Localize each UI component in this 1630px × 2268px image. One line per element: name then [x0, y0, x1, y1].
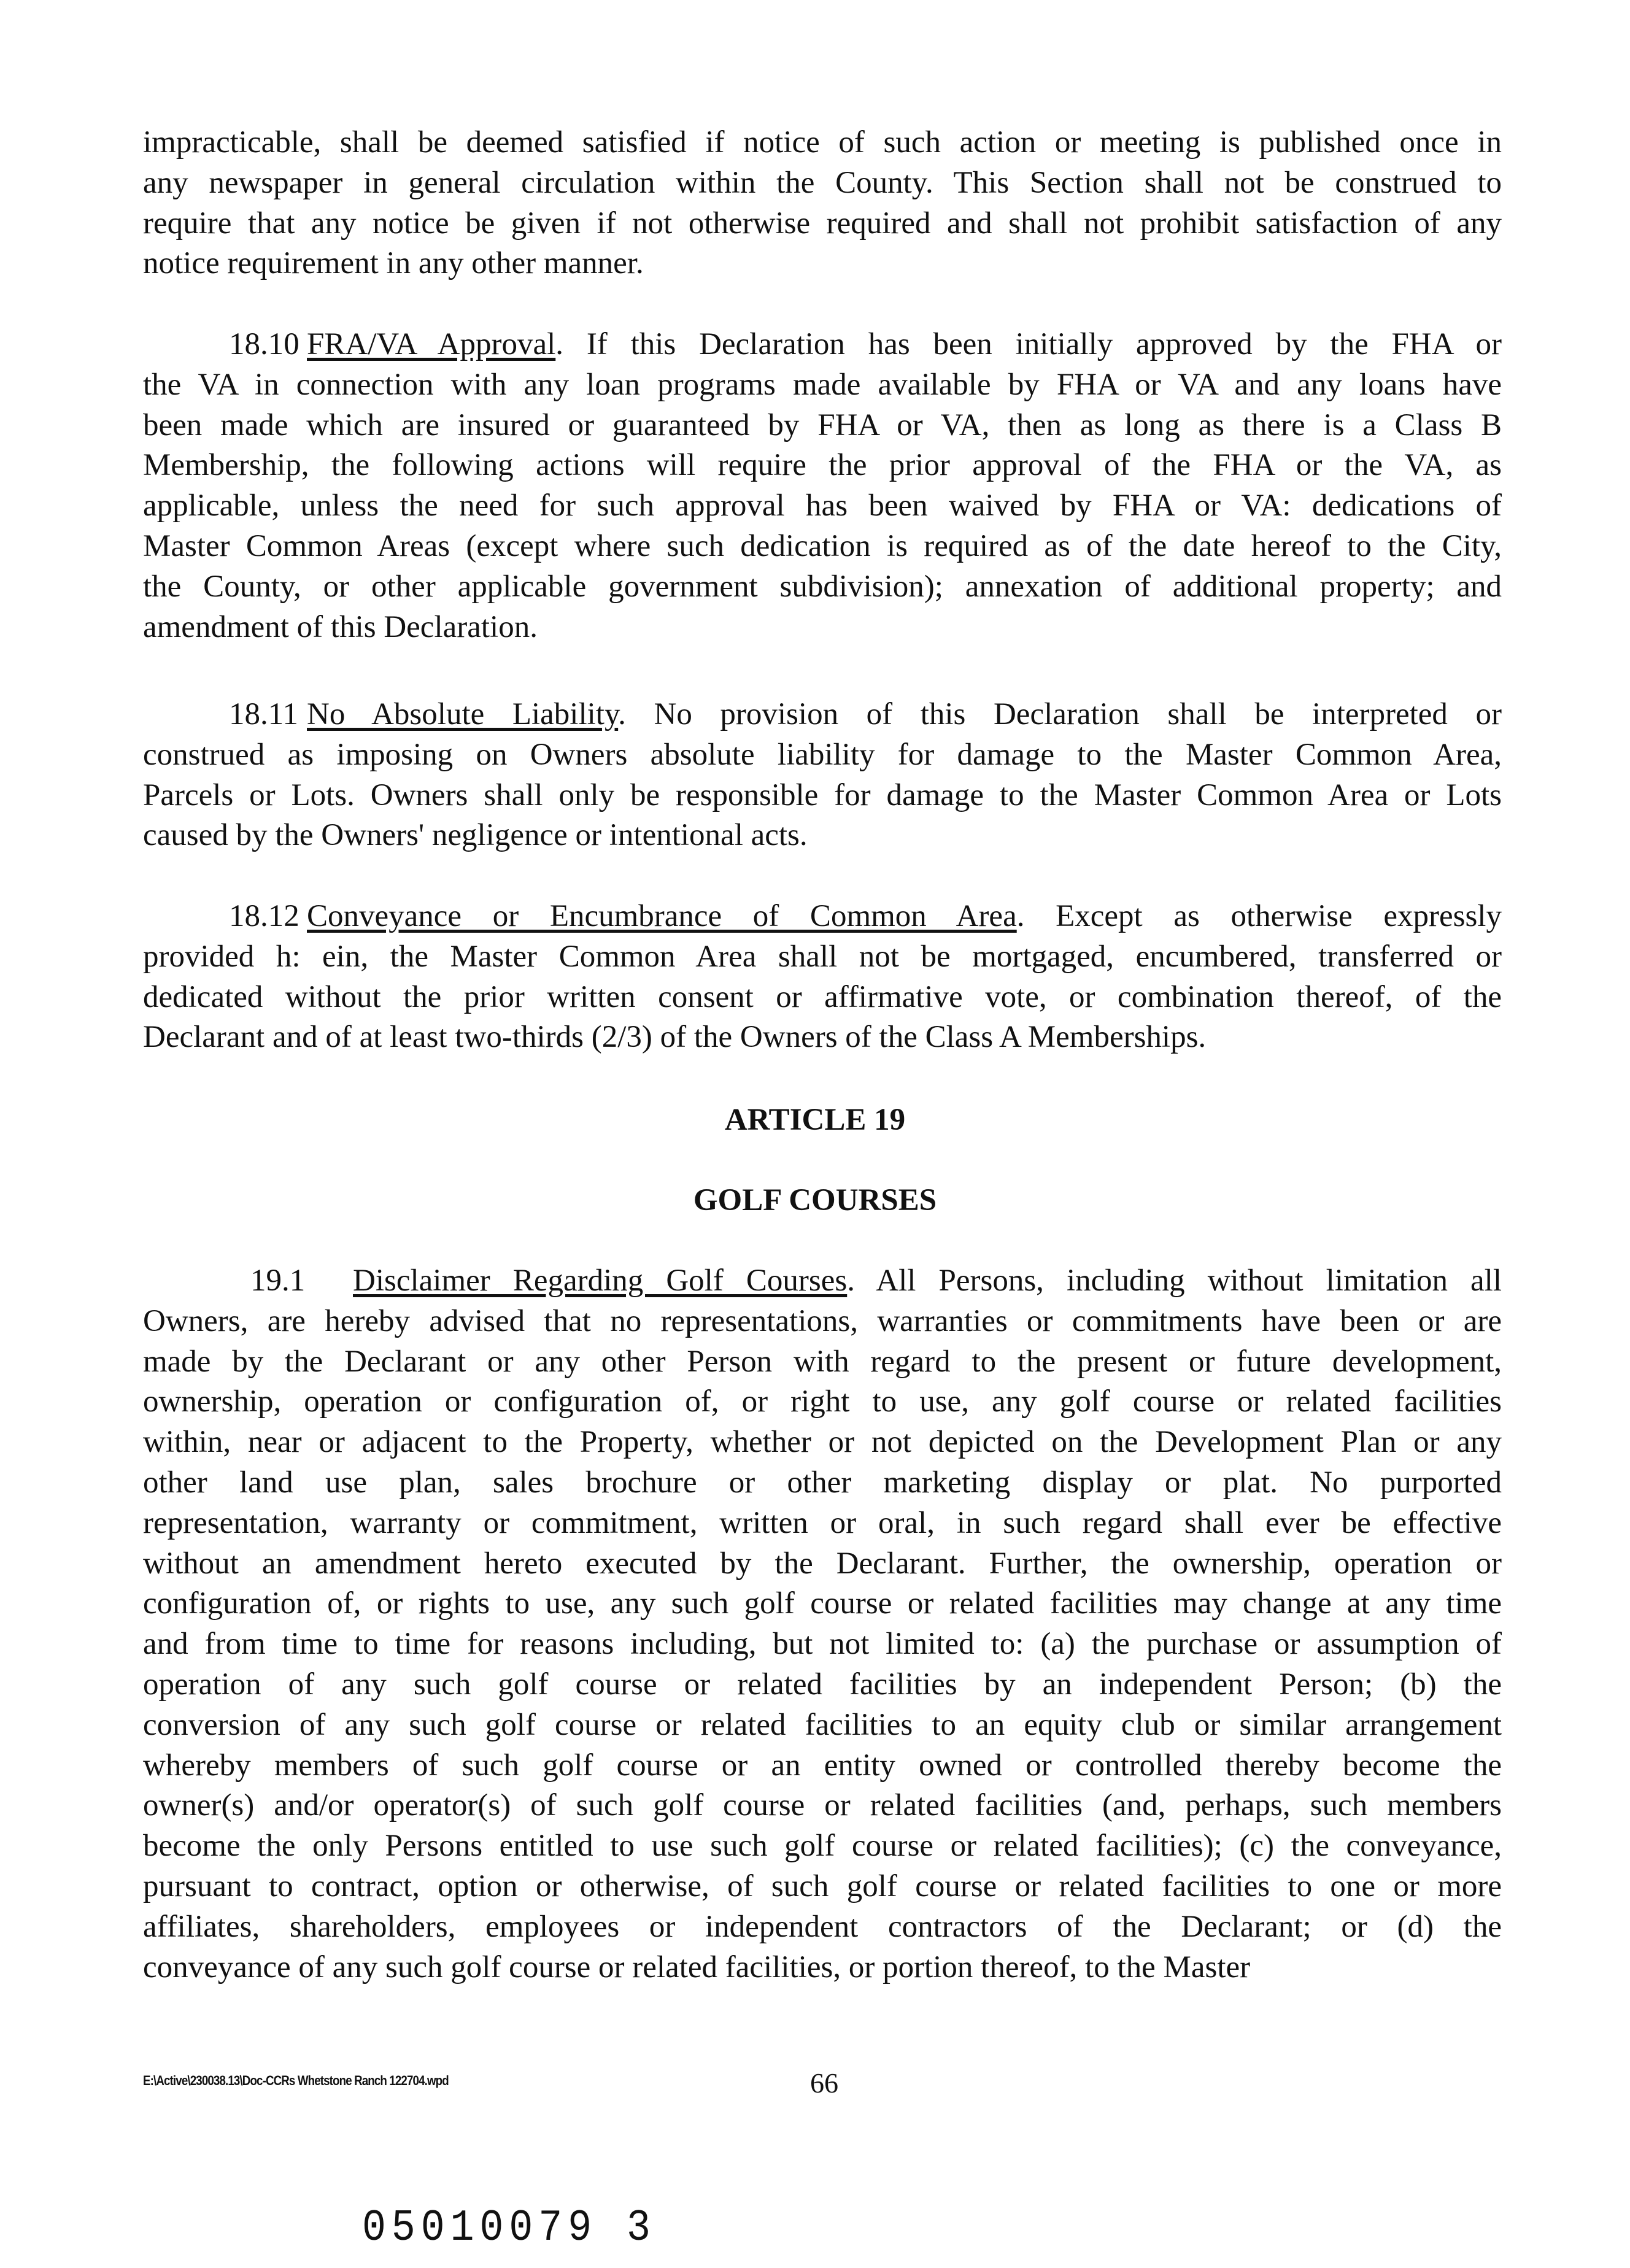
text-line: Membership, the following actions will require the prior approval of the FHA or the VA, as — [143, 448, 1502, 483]
text-line: the County, or other applicable government subdivision); annexation of additional property; and — [143, 569, 1502, 604]
section-18-10 — [143, 325, 1502, 647]
page-number: 66 — [810, 2067, 838, 2099]
text-line: within, near or adjacent to the Property, whether or not depicted on the Development Plan or any — [143, 1425, 1502, 1460]
text-line: caused by the Owners' negligence or intentional acts. — [143, 818, 808, 853]
section-18-11 — [143, 695, 1502, 856]
text-line: operation of any such golf course or related facilities by an independent Person; (b) the — [143, 1667, 1502, 1702]
text-line: ownership, operation or configuration of, or right to use, any golf course or related facilities — [143, 1384, 1502, 1419]
text-line: Declarant and of at least two-thirds (2/3) of the Owners of the Class A Memberships. — [143, 1020, 1207, 1055]
text-line: configuration of, or rights to use, any such golf course or related facilities may change at any time — [143, 1586, 1502, 1621]
text-line: require that any notice be given if not otherwise required and shall not prohibit satisfaction of any — [143, 206, 1502, 241]
text-line: other land use plan, sales brochure or other marketing display or plat. No purported — [143, 1465, 1502, 1500]
section-number: 19.1 — [250, 1263, 306, 1298]
section-text: . If this Declaration has been initially approved by the FHA or — [555, 327, 1502, 361]
text-line: Parcels or Lots. Owners shall only be responsible for damage to the Master Common Area or Lots — [143, 777, 1502, 812]
text-line: notice requirement in any other manner. — [143, 246, 644, 281]
text-line: pursuant to contract, option or otherwise, of such golf course or related facilities to one or more — [143, 1869, 1502, 1904]
footer-file-path: E:\Active\230038.13\Doc-CCRs Whetstone Ranch 122704.wpd — [143, 2073, 449, 2088]
text-line: impracticable, shall be deemed satisfied if notice of such action or meeting is published once in — [143, 125, 1502, 160]
text-line: conveyance of any such golf course or related facilities, or portion thereof, to the Master — [143, 1950, 1251, 1984]
section-number: 18.11 — [229, 697, 298, 731]
text-line: representation, warranty or commitment, written or oral, in such regard shall ever be effective — [143, 1505, 1502, 1540]
section-heading: FRA/VA Approval — [307, 327, 556, 361]
text-line: made by the Declarant or any other Person with regard to the present or future development, — [143, 1344, 1502, 1379]
text-line — [143, 695, 1502, 735]
text-line: been made which are insured or guaranteed by FHA or VA, then as long as there is a Class B — [143, 407, 1502, 442]
bates-number: 05010079 3 — [362, 2203, 656, 2253]
section-text: . No provision of this Declaration shall be interpreted or — [618, 697, 1502, 731]
section-heading: Disclaimer Regarding Golf Courses — [353, 1263, 848, 1298]
article-number: ARTICLE 19 — [724, 1103, 906, 1137]
text-line: become the only Persons entitled to use such golf course or related facilities); (c) the conveyance, — [143, 1829, 1502, 1864]
text-line: whereby members of such golf course or an entity owned or controlled thereby become the — [143, 1748, 1502, 1783]
section-19-1 — [143, 1261, 1502, 1988]
paragraph-continued — [143, 123, 1502, 284]
section-heading: No Absolute Liability — [307, 697, 619, 731]
text-line: Owners, are hereby advised that no representations, warranties or commitments have been or are — [143, 1303, 1502, 1338]
text-line: any newspaper in general circulation within the County. This Section shall not be construed to — [143, 165, 1502, 200]
section-heading: Conveyance or Encumbrance of Common Area — [307, 899, 1017, 933]
text-line: affiliates, shareholders, employees or independent contractors of the Declarant; or (d) the — [143, 1909, 1502, 1944]
section-number: 18.12 — [229, 899, 299, 933]
section-text: . Except as otherwise expressly — [1016, 899, 1502, 933]
text-line: provided h: ein, the Master Common Area shall not be mortgaged, encumbered, transferred or — [143, 939, 1502, 974]
text-line: applicable, unless the need for such approval has been waived by FHA or VA: dedications of — [143, 488, 1502, 523]
section-number: 18.10 — [229, 327, 299, 361]
text-line: Master Common Areas (except where such dedication is required as of the date hereof to the City, — [143, 528, 1502, 563]
text-line — [143, 325, 1502, 365]
text-line: without an amendment hereto executed by the Declarant. Further, the ownership, operation or — [143, 1546, 1502, 1581]
section-18-12 — [143, 897, 1502, 1058]
text-line: conversion of any such golf course or related facilities to an equity club or similar arrangement — [143, 1707, 1502, 1742]
text-line — [143, 897, 1502, 937]
section-text: . All Persons, including without limitation all — [847, 1263, 1502, 1298]
text-line: and from time to time for reasons including, but not limited to: (a) the purchase or assumption of — [143, 1627, 1502, 1662]
text-line: owner(s) and/or operator(s) of such golf course or related facilities (and, perhaps, such members — [143, 1788, 1502, 1823]
text-line — [143, 1261, 1502, 1302]
text-line: dedicated without the prior written consent or affirmative vote, or combination thereof, of the — [143, 979, 1502, 1014]
text-line: the VA in connection with any loan programs made available by FHA or VA and any loans have — [143, 367, 1502, 402]
text-line: amendment of this Declaration. — [143, 609, 538, 644]
article-title: GOLF COURSES — [693, 1183, 937, 1217]
text-line: construed as imposing on Owners absolute liability for damage to the Master Common Area, — [143, 737, 1502, 772]
